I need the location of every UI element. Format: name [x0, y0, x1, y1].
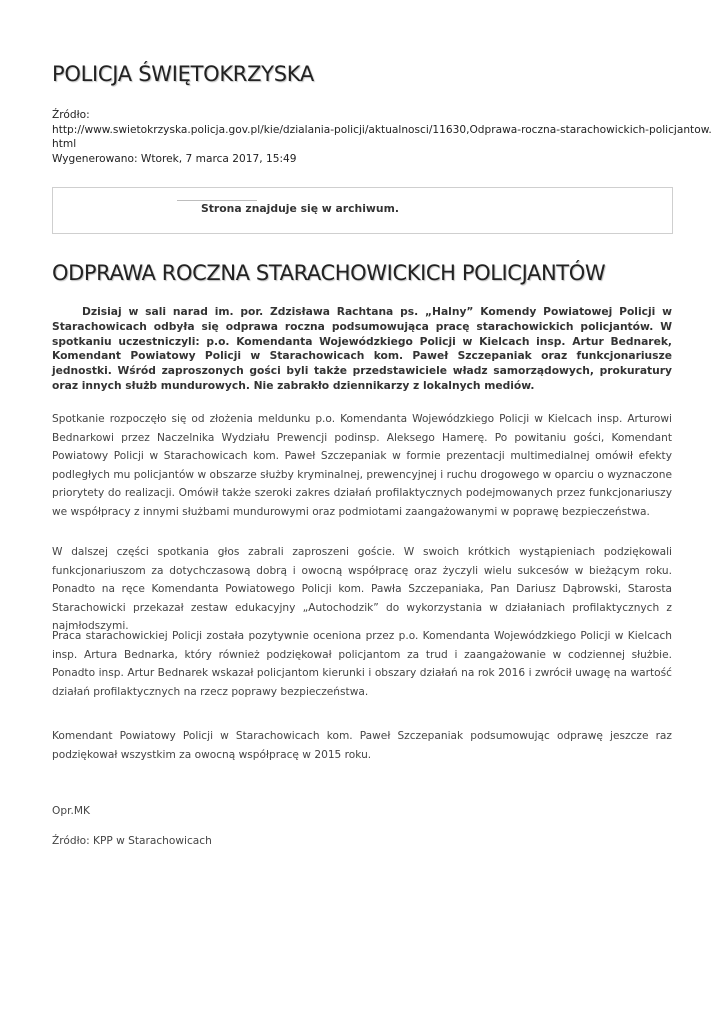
article-paragraph-4: Komendant Powiatowy Policji w Starachowicach kom. Paweł Szczepaniak podsumowując odprawę jeszcze raz podziękował wszystkim za owocną współpracę w 2015 roku. [52, 730, 672, 761]
article-paragraph-1: Spotkanie rozpoczęło się od złożenia meldunku p.o. Komendanta Wojewódzkiego Policji w Kielcach insp. Arturowi Bednarkowi przez Naczelnika Wydziału Prewencji podinsp. Aleksego Hamerę. Po powitaniu gości, Komendant Powiatowy Policji w Starachowicach kom. Paweł Szczepaniak w formie prezentacji multimedialnej omówił efekty podległych mu policjantów w obszarze służby kryminalnej, prewencyjnej i ruchu drogowego w oparciu o wyznaczone priorytety do realizacji. Omówił także szeroki zakres działań profilaktycznych podejmowanych przez funkcjonariuszy we współpracy z innymi służbami mundurowymi oraz podmiotami zaangażowanymi w poprawę bezpieczeństwa. [52, 413, 672, 518]
source-url-line-2[interactable]: html [52, 138, 77, 151]
archive-notice-box [52, 187, 673, 234]
source-info [52, 108, 712, 166]
archive-divider [177, 200, 257, 201]
site-title: POLICJA ŚWIĘTOKRZYSKA [52, 62, 314, 86]
generated-timestamp: Wygenerowano: Wtorek, 7 marca 2017, 15:49 [52, 152, 297, 165]
article-source: Źródło: KPP w Starachowicach [52, 835, 212, 847]
article-author: Opr.MK [52, 805, 90, 817]
source-label: Źródło: [52, 109, 90, 121]
article-paragraph-2: W dalszej części spotkania głos zabrali zaproszeni goście. W swoich krótkich wystąpieniach podziękowali funkcjonariuszom za dotychczasową dobrą i owocną współpracę oraz życzyli wielu sukcesów w bieżącym roku. Ponadto na ręce Komendanta Powiatowego Policji kom. Pawła Szczepaniaka, Pan Dariusz Dąbrowski, Starosta Starachowicki przekazał zestaw edukacyjny „Autochodzik” do wykorzystania w działaniach profilaktycznych z najmłodszymi. [52, 546, 672, 633]
article-lead: Dzisiaj w sali narad im. por. Zdzisława Rachtana ps. „Halny” Komendy Powiatowej Policji w Starachowicach odbyła się odprawa roczna podsumowująca pracę starachowickich policjantów. W spotkaniu uczestniczyli: p.o. Komendanta Wojewódzkiego Policji w Kielcach insp. Artur Bednarek, Komendant Powiatowy Policji w Starachowicach kom. Paweł Szczepaniak oraz funkcjonariusze jednostki. Wśród zaproszonych gości byli także przedstawiciele władz samorządowych, prokuratury oraz innych służb mundurowych. Nie zabrakło dziennikarzy z lokalnych mediów. [52, 305, 672, 392]
article-paragraph-3: Praca starachowickiej Policji została pozytywnie oceniona przez p.o. Komendanta Wojewódzkiego Policji w Kielcach insp. Artura Bednarka, który również podziękował policjantom za trud i zaangażowanie w codziennej służbie. Ponadto insp. Artur Bednarek wskazał policjantom kierunki i obszary działań na rok 2016 i zwrócił uwagę na wartość działań profilaktycznych na rzecz poprawy bezpieczeństwa. [52, 630, 672, 698]
source-url-line-1[interactable]: http://www.swietokrzyska.policja.gov.pl/kie/dzialania-policji/aktualnosci/11630,Odprawa-roczna-starachowickich-policjantow. [52, 123, 712, 136]
article-title: ODPRAWA ROCZNA STARACHOWICKICH POLICJANTÓW [52, 261, 606, 285]
archive-notice-text: Strona znajduje się w archiwum. [201, 202, 399, 215]
